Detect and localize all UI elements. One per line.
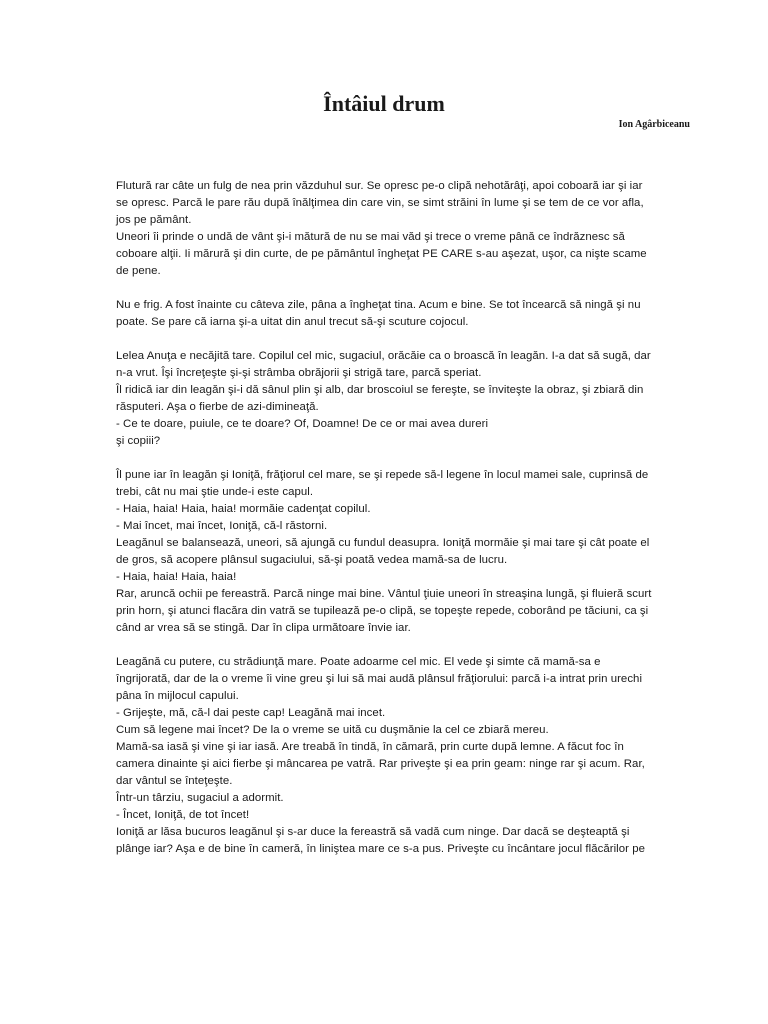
text-line: pâna în mijlocul capului. bbox=[116, 690, 239, 702]
text-line: Cum să legene mai încet? De la o vreme se uită cu duşmănie la cel ce zbiară mereu. bbox=[116, 724, 549, 736]
text-line: de pene. bbox=[116, 265, 161, 277]
text-line: Îl ridică iar din leagăn şi-i dă sânul plin şi alb, dar broscoiul se fereşte, se înviteşte la obraz, şi zbiară din bbox=[116, 384, 644, 396]
document-title: Întâiul drum bbox=[323, 91, 445, 116]
text-line: Leagănă cu putere, cu strădiunţă mare. Poate adoarme cel mic. El vede şi simte că mamă-sa e bbox=[116, 656, 601, 668]
text-line: Nu e frig. A fost înainte cu câteva zile, pâna a îngheţat tina. Acum e bine. Se tot încearcă să ningă şi nu bbox=[116, 299, 641, 311]
document-author: Ion Agârbiceanu bbox=[618, 119, 690, 130]
paragraph bbox=[116, 654, 676, 858]
text-line: poate. Se pare că iarna şi-a uitat din anul trecut să-şi scuture cojocul. bbox=[116, 316, 469, 328]
document-body bbox=[116, 178, 676, 875]
text-line: răsputeri. Aşa o fierbe de azi-dimineaţă. bbox=[116, 401, 319, 413]
text-line: prin horn, şi atunci flacăra din vatră se tupilează pe-o clipă, se topeşte repede, coborând pe tăciuni, ca şi bbox=[116, 605, 649, 617]
text-line: jos pe pământ. bbox=[116, 214, 192, 226]
paragraph bbox=[116, 178, 676, 280]
text-line: - Mai încet, mai încet, Ioniţă, că-l răstorni. bbox=[116, 520, 328, 532]
text-line: Mamă-sa iasă şi vine şi iar iasă. Are treabă în tindă, în cămară, prin curte după lemne. A făcut foc în bbox=[116, 741, 624, 753]
text-line: Într-un târziu, sugaciul a adormit. bbox=[116, 792, 284, 804]
text-line: - Încet, Ioniţă, de tot încet! bbox=[116, 809, 250, 821]
text-line: plânge iar? Aşa e de bine în cameră, în liniştea mare ce s-a pus. Priveşte cu încântare jocul flăcărilor pe bbox=[116, 843, 645, 855]
text-line: îngrijorată, dar de la o vreme îi vine greu şi lui să mai audă plânsul frăţiorului: parcă i-a intrat prin urechi bbox=[116, 673, 643, 685]
text-line: Flutură rar câte un fulg de nea prin văzduhul sur. Se opresc pe-o clipă nehotărâţi, apoi coboară iar şi iar bbox=[116, 180, 643, 192]
text-line: trebi, cât nu mai ştie unde-i este capul. bbox=[116, 486, 314, 498]
text-line: se opresc. Parcă le pare rău după înălţimea din care vin, se simt străini în lume şi se tem de ce vor afla, bbox=[116, 197, 644, 209]
paragraph bbox=[116, 297, 676, 331]
text-line: - Ce te doare, puiule, ce te doare? Of, Doamne! De ce or mai avea dureri bbox=[116, 418, 489, 430]
text-line: - Haia, haia! Haia, haia! mormăie cadenţat copilul. bbox=[116, 503, 371, 515]
text-line: Rar, aruncă ochii pe fereastră. Parcă ninge mai bine. Vântul ţiuie uneori în streaşina lungă, şi fluieră scurt bbox=[116, 588, 652, 600]
text-line: n-a vrut. Îşi încreţeşte şi-şi strâmba obrăjorii şi strigă tare, parcă speriat. bbox=[116, 367, 482, 379]
text-line: Ioniţă ar lăsa bucuros leagănul şi s-ar duce la fereastră să vadă cum ninge. Dar dacă se deşteaptă şi bbox=[116, 826, 630, 838]
text-line: de gros, să acopere plânsul sugaciului, să-şi poată vedea mamă-sa de lucru. bbox=[116, 554, 508, 566]
paragraph bbox=[116, 467, 676, 637]
paragraph bbox=[116, 348, 676, 450]
text-line: dar vântul se înteţeşte. bbox=[116, 775, 233, 787]
text-line: Îl pune iar în leagăn şi Ioniţă, frăţiorul cel mare, se şi repede să-l legene în locul mamei sale, cuprinsă de bbox=[116, 469, 649, 481]
text-line: Uneori îi prinde o undă de vânt şi-i mătură de nu se mai văd şi trece o vreme până ce îndrăznesc să bbox=[116, 231, 625, 243]
text-line: şi copiii? bbox=[116, 435, 161, 447]
text-line: camera dinainte şi aici fierbe şi mâncarea pe vatră. Rar priveşte şi ea prin geam: ninge rar şi acum. Rar, bbox=[116, 758, 645, 770]
text-line: Leagănul se balansează, uneori, să ajungă cu fundul deasupra. Ioniţă mormăie şi mai tare şi cât poate el bbox=[116, 537, 650, 549]
text-line: - Haia, haia! Haia, haia! bbox=[116, 571, 237, 583]
text-line: - Grijeşte, mă, că-l dai peste cap! Leagănă mai incet. bbox=[116, 707, 386, 719]
text-line: când ar vrea să se stingă. Dar în clipa următoare învie iar. bbox=[116, 622, 411, 634]
text-line: Lelea Anuţa e necăjită tare. Copilul cel mic, sugaciul, orăcăie ca o broască în leagăn. I-a dat să sugă, dar bbox=[116, 350, 651, 362]
text-line: coboare alţii. Ii mărură şi din curte, de pe pământul îngheţat PE CARE s-au aşezat, uşor, ca nişte scame bbox=[116, 248, 647, 260]
